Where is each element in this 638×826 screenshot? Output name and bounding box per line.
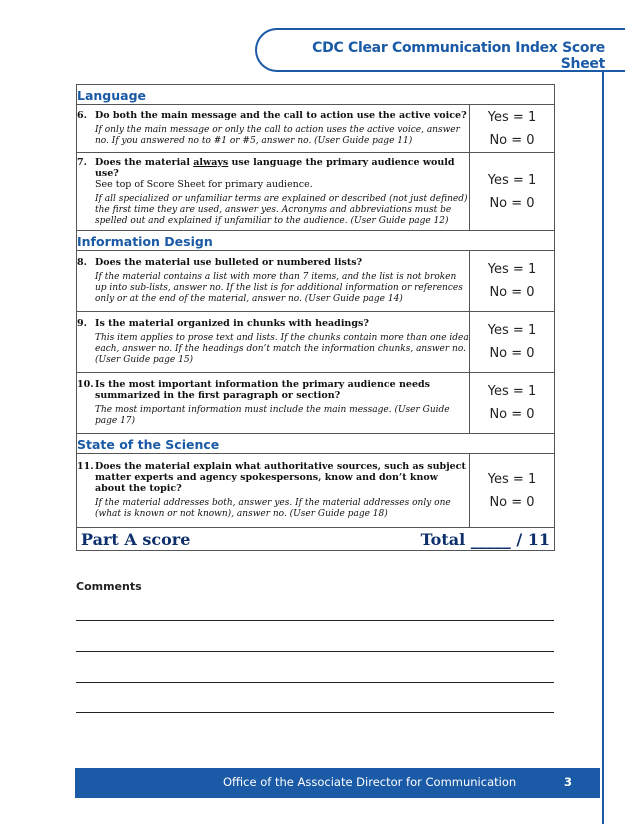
section-row xyxy=(77,434,555,454)
table-row xyxy=(77,251,555,312)
item-number: 6. xyxy=(77,110,87,121)
item-number: 8. xyxy=(77,257,87,268)
comments-label: Comments xyxy=(76,580,142,593)
item-note: If only the main message or only the call to action uses the active voice, answer no. If you answered no to #1 or #5, answer no. (User Guide page 11) xyxy=(95,125,460,146)
item-number: 10. xyxy=(77,379,94,390)
yes-score: Yes = 1 xyxy=(487,384,537,399)
item-question-part: use language the primary audience would use? xyxy=(95,156,455,179)
no-score: No = 0 xyxy=(489,494,535,510)
item-number: 9. xyxy=(77,318,87,329)
section-heading-state-of-science: State of the Science xyxy=(77,437,220,452)
item-note: If all specialized or unfamiliar terms are explained or described (not just defined) the first time they are used, answer yes. Acronyms and abbreviations must be spelled out and explained if unfamiliar to the audience. (User Guide page 12) xyxy=(95,193,468,226)
no-score: No = 0 xyxy=(489,285,535,300)
score-table xyxy=(76,84,555,551)
table-row xyxy=(77,373,555,434)
item-note: If the material contains a list with more than 7 items, and the list is not broken up into sub-lists, answer no. If the list is for additional information or references only or at the end of the material, answer no. (User Guide page 14) xyxy=(95,272,463,304)
yes-score: Yes = 1 xyxy=(487,262,537,277)
item-question: Is the material organized in chunks with headings? xyxy=(95,318,369,329)
item-question: Does the material explain what authoritative sources, such as subject matter experts and agency spokespersons, know and don’t know about the topic? xyxy=(95,461,466,494)
part-a-score-row xyxy=(77,528,555,551)
part-a-score-label: Part A score xyxy=(81,529,191,549)
item-question: Do both the main message and the call to action use the active voice? xyxy=(95,110,467,121)
section-heading-language: Language xyxy=(77,88,147,103)
section-row xyxy=(77,85,555,105)
yes-score: Yes = 1 xyxy=(487,323,537,338)
section-heading-information-design: Information Design xyxy=(77,234,213,249)
comment-line[interactable] xyxy=(76,620,554,621)
table-row xyxy=(77,153,555,231)
item-note: This item applies to prose text and lists. If the chunks contain more than one idea each, answer no. If the headings don’t match the information chunks, answer no. (User Guide page 15) xyxy=(95,333,469,365)
no-score: No = 0 xyxy=(489,132,535,148)
table-row xyxy=(77,454,555,528)
table-row xyxy=(77,105,555,153)
footer-office-name: Office of the Associate Director for Communication xyxy=(223,775,517,789)
item-subtext: See top of Score Sheet for primary audience. xyxy=(95,178,313,190)
comment-line[interactable] xyxy=(76,651,554,652)
yes-score: Yes = 1 xyxy=(487,172,537,188)
item-question: Does the material use bulleted or numbered lists? xyxy=(95,257,363,268)
yes-score: Yes = 1 xyxy=(487,109,537,125)
total-score-field[interactable]: Total _____ / 11 xyxy=(420,529,551,549)
right-border-rule xyxy=(602,72,604,824)
item-question-part: Does the material xyxy=(95,156,194,168)
table-row xyxy=(77,312,555,373)
item-number: 7. xyxy=(77,156,87,168)
score-sheet xyxy=(76,84,554,553)
item-note: The most important information must include the main message. (User Guide page 17) xyxy=(95,405,450,426)
page-number: 3 xyxy=(564,775,573,789)
yes-score: Yes = 1 xyxy=(487,471,537,487)
comment-line[interactable] xyxy=(76,712,554,713)
item-number: 11. xyxy=(77,461,94,472)
item-question-emphasis: always xyxy=(193,156,229,168)
item-note: If the material addresses both, answer yes. If the material addresses only one (what is known or not known), answer no. (User Guide page 18) xyxy=(95,498,451,519)
section-row xyxy=(77,231,555,251)
comment-line[interactable] xyxy=(76,682,554,683)
item-question: Is the most important information the primary audience needs summarized in the first paragraph or section? xyxy=(95,379,431,401)
no-score: No = 0 xyxy=(489,346,535,361)
page-title: CDC Clear Communication Index Score Sheet xyxy=(312,40,605,72)
no-score: No = 0 xyxy=(489,195,535,211)
no-score: No = 0 xyxy=(489,407,535,422)
